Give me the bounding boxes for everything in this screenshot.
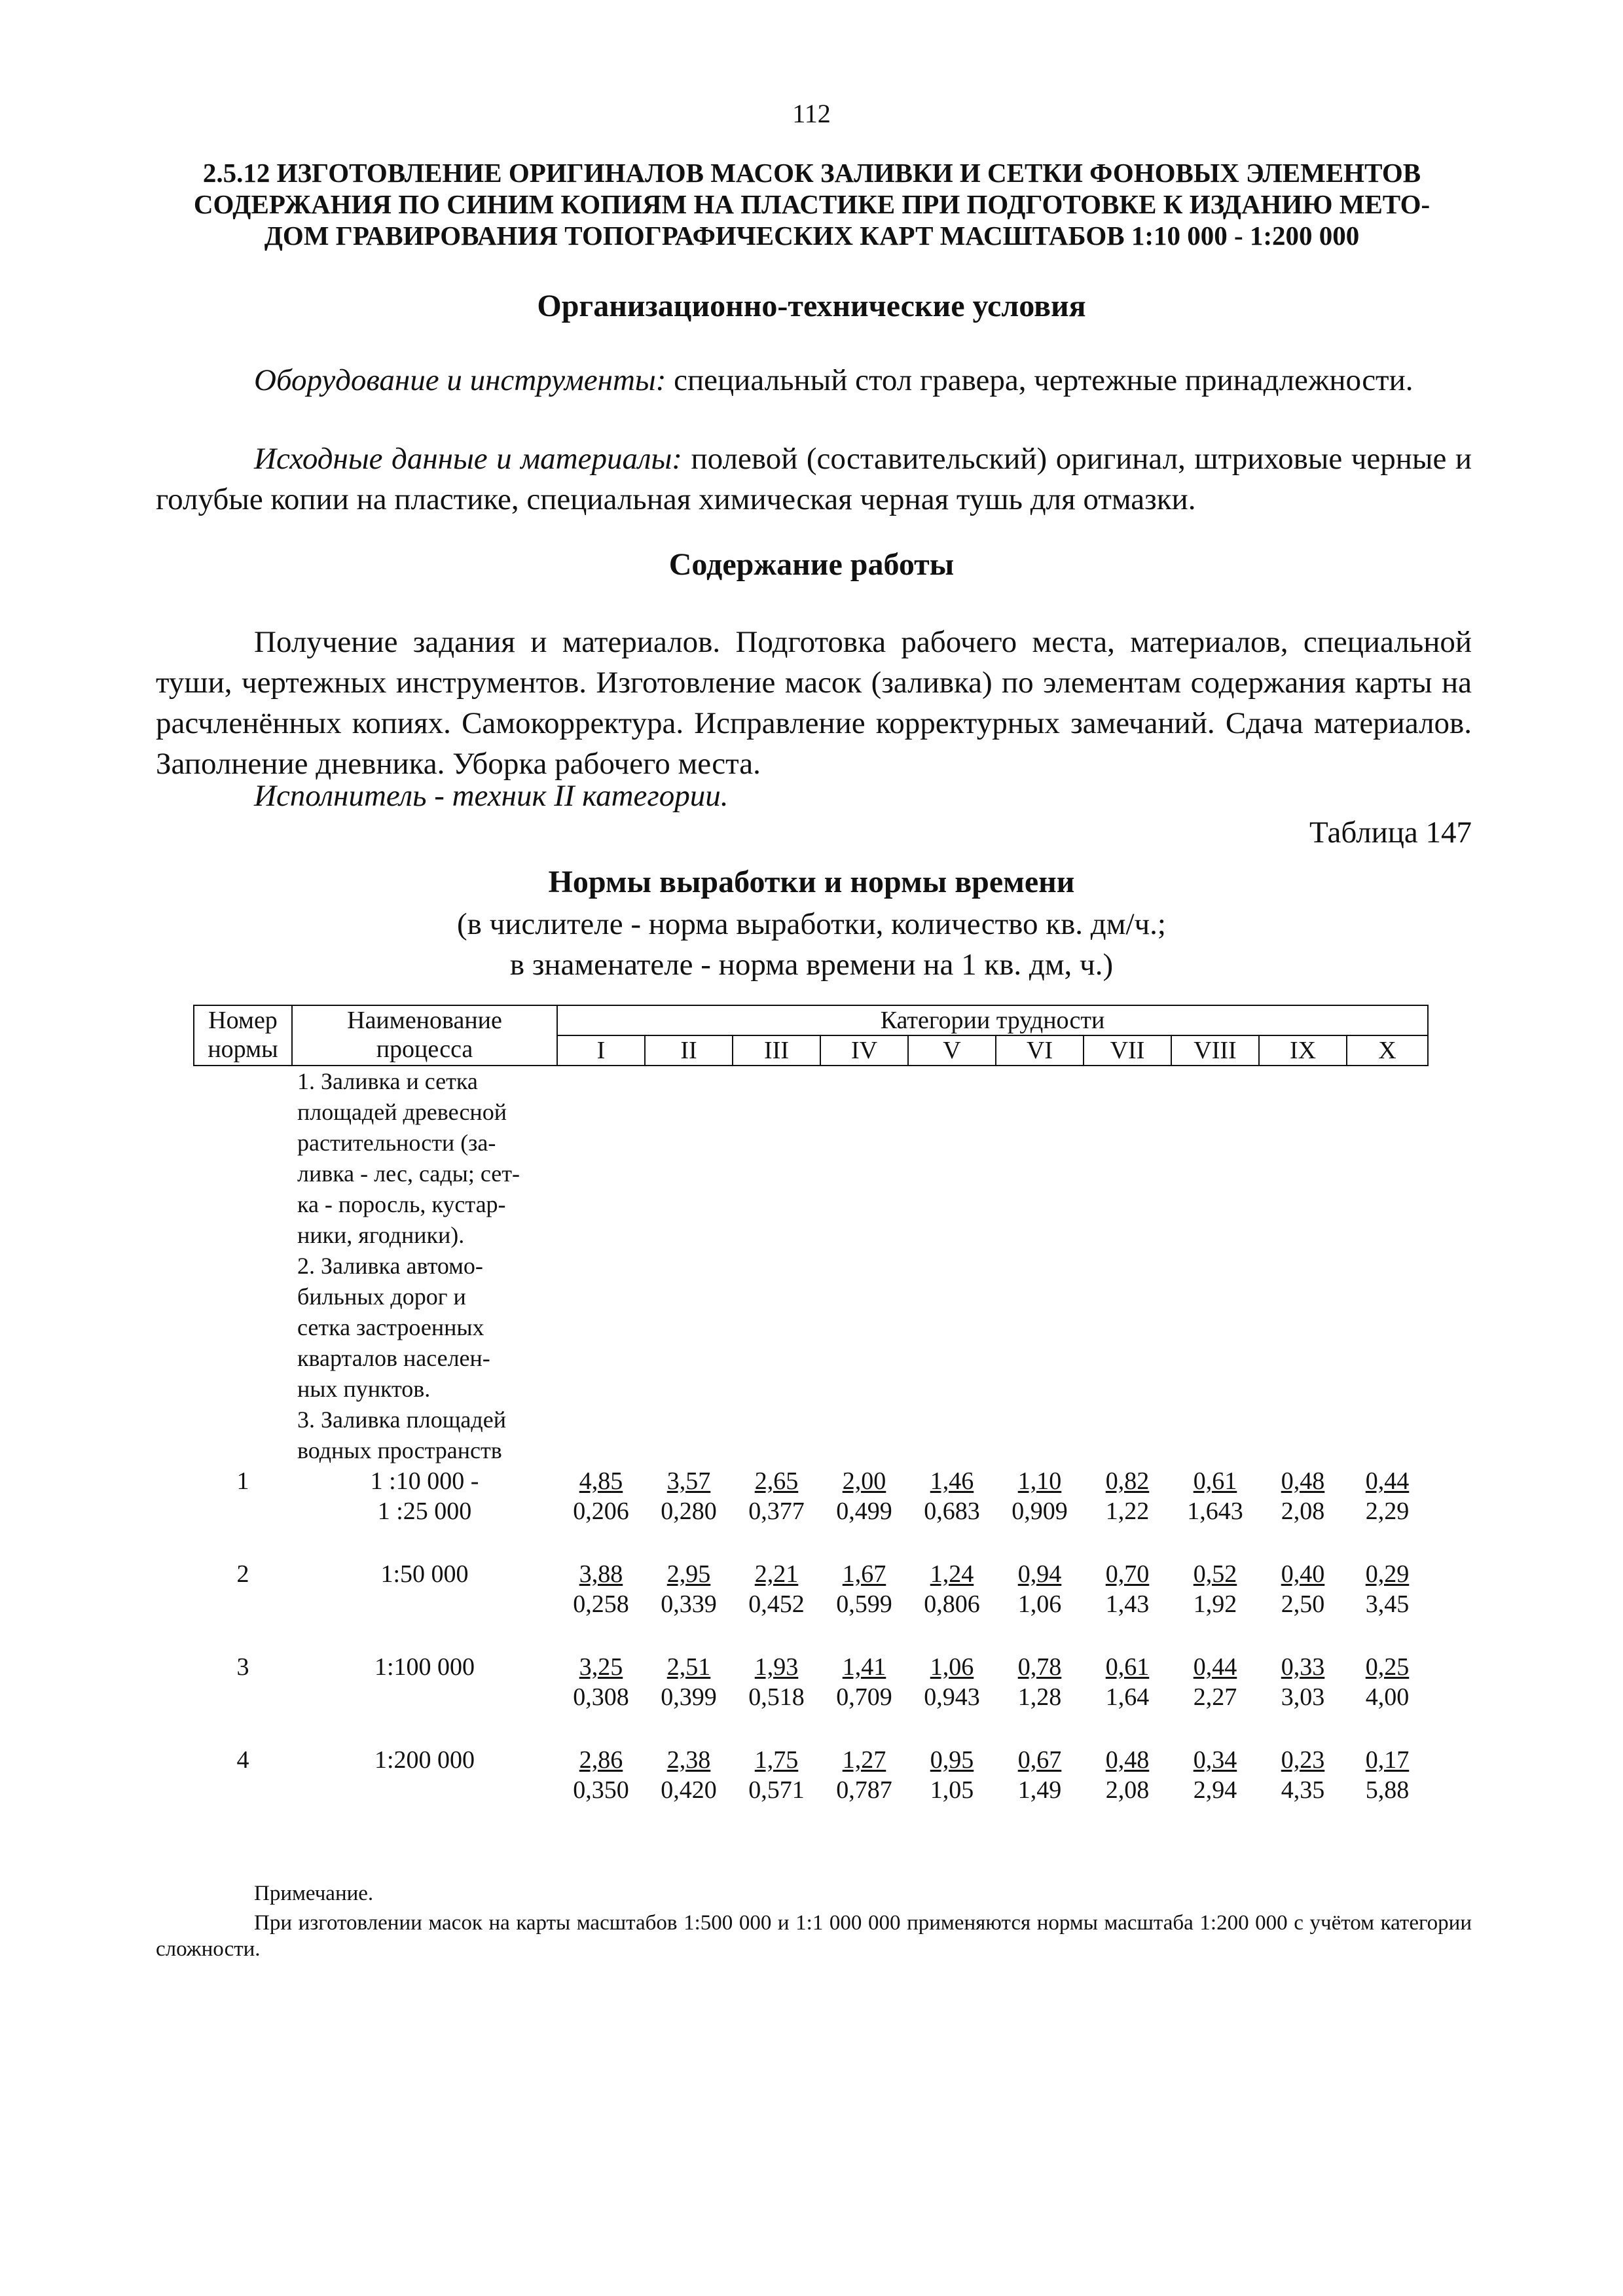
process-description-line: 2. Заливка автомо- — [297, 1253, 483, 1279]
time-norm: 0,571 — [748, 1776, 805, 1804]
norm-number: 3 — [236, 1653, 249, 1681]
note-text — [156, 1910, 1472, 1962]
norm-value-cell — [1259, 1712, 1347, 1805]
norm-value-cell — [1171, 1619, 1259, 1712]
process-description-line: бильных дорог и — [297, 1283, 466, 1310]
process-description-line: водных пространств — [297, 1437, 502, 1463]
norm-value-cell — [1084, 1712, 1171, 1805]
output-norm: 0,82 — [1105, 1467, 1150, 1495]
time-norm: 1,92 — [1193, 1590, 1237, 1618]
process-description-line: растительности (за- — [297, 1130, 496, 1156]
process-description-line: кварталов населен- — [297, 1345, 490, 1371]
process-scale-line: 1 :25 000 — [377, 1498, 472, 1525]
time-norm: 2,08 — [1281, 1498, 1325, 1525]
norm-value-cell — [645, 1619, 733, 1712]
norm-value-cell — [1084, 1466, 1171, 1526]
norm-fraction — [1194, 1745, 1237, 1805]
time-norm: 1,643 — [1187, 1498, 1243, 1525]
time-norm: 2,50 — [1281, 1590, 1325, 1618]
work-content-paragraph — [156, 622, 1472, 784]
process-description-line: сетка застроенных — [297, 1314, 484, 1340]
time-norm: 1,28 — [1017, 1683, 1062, 1711]
page-number: 112 — [792, 99, 831, 128]
time-norm: 0,709 — [836, 1683, 892, 1711]
norm-fraction — [1018, 1652, 1062, 1712]
output-norm: 0,44 — [1365, 1467, 1410, 1495]
process-description — [292, 1066, 557, 1466]
norm-value-cell — [1259, 1619, 1347, 1712]
norm-fraction — [1281, 1466, 1325, 1526]
time-norm: 0,420 — [661, 1776, 717, 1804]
col-process-label: процесса — [376, 1035, 473, 1063]
process-description-line: 1. Заливка и сетка — [297, 1068, 478, 1094]
norm-number: 1 — [236, 1467, 249, 1495]
norms-table — [193, 1005, 1429, 1805]
norm-fraction — [924, 1559, 980, 1619]
section-title — [151, 157, 1473, 251]
norm-fraction — [836, 1652, 892, 1712]
work-content-heading: Содержание работы — [668, 547, 955, 582]
note-body: При изготовлении масок на карты масштабов 1:500 000 и 1:1 000 000 применяются нормы масштаба 1:200 000 с учётом категории сложности. — [156, 1911, 1472, 1961]
table-subtitle: (в числителе - норма выработки, количество кв. дм/ч.; — [457, 907, 1166, 941]
col-categories-header: Категории трудности — [557, 1005, 1428, 1035]
time-norm: 0,377 — [748, 1498, 805, 1525]
output-norm: 0,95 — [930, 1746, 974, 1774]
norm-value-cell — [1084, 1619, 1171, 1712]
norm-fraction — [573, 1466, 629, 1526]
norm-fraction — [573, 1559, 629, 1619]
output-norm: 2,51 — [666, 1653, 711, 1681]
time-norm: 0,943 — [924, 1683, 980, 1711]
norm-value-cell — [820, 1466, 908, 1526]
norm-value-cell — [1347, 1466, 1428, 1526]
category-header: IX — [1259, 1035, 1347, 1066]
output-norm: 0,44 — [1193, 1653, 1237, 1681]
work-content-text: Получение задания и материалов. Подготовка рабочего места, материалов, специальной туши, чертежных инструментов. Изготовление масок (заливка) по элементам содержания карты на расчленённых копиях. Самокорректура. Исправление корректурных замечаний. Сдача материалов. Заполнение дневника. Уборка рабочего места. — [156, 625, 1472, 781]
output-norm: 0,61 — [1193, 1467, 1237, 1495]
norm-fraction — [748, 1559, 805, 1619]
norm-value-cell — [908, 1466, 996, 1526]
input-data-text: полевой (составительский) оригинал, штриховые черные и голубые копии на пластике, специальная химическая черная тушь для отмазки. — [156, 442, 1472, 516]
section-title-line: ДОМ ГРАВИРОВАНИЯ ТОПОГРАФИЧЕСКИХ КАРТ МАСШТАБОВ 1:10 000 - 1:200 000 — [264, 221, 1360, 251]
output-norm: 0,34 — [1193, 1746, 1237, 1774]
time-norm: 1,05 — [930, 1776, 974, 1804]
norm-fraction — [1281, 1745, 1325, 1805]
norm-value-cell — [1171, 1466, 1259, 1526]
norm-value-cell — [908, 1619, 996, 1712]
norm-number: 2 — [236, 1560, 249, 1588]
norm-value-cell — [645, 1526, 733, 1619]
section-title-line: СОДЕРЖАНИЯ ПО СИНИМ КОПИЯМ НА ПЛАСТИКЕ ПРИ ПОДГОТОВКЕ К ИЗДАНИЮ МЕТО- — [193, 189, 1431, 219]
performer-paragraph — [156, 776, 1472, 816]
norm-value-cell — [645, 1466, 733, 1526]
norm-value-cell — [557, 1619, 645, 1712]
output-norm: 2,86 — [579, 1746, 623, 1774]
output-norm: 1,93 — [754, 1653, 799, 1681]
time-norm: 0,399 — [661, 1683, 717, 1711]
output-norm: 0,25 — [1365, 1653, 1410, 1681]
norm-value-cell — [1347, 1619, 1428, 1712]
output-norm: 0,61 — [1105, 1653, 1150, 1681]
norm-value-cell — [996, 1466, 1084, 1526]
norm-fraction — [1366, 1745, 1410, 1805]
norm-value-cell — [557, 1712, 645, 1805]
time-norm: 0,806 — [924, 1590, 980, 1618]
norm-value-cell — [820, 1526, 908, 1619]
norm-fraction — [661, 1745, 717, 1805]
process-description-line: ных пунктов. — [297, 1376, 431, 1402]
output-norm: 2,65 — [754, 1467, 799, 1495]
norm-fraction — [836, 1559, 892, 1619]
output-norm: 1,10 — [1017, 1467, 1062, 1495]
category-header: IV — [820, 1035, 908, 1066]
norm-fraction — [924, 1652, 980, 1712]
norm-fraction — [748, 1745, 805, 1805]
performer-text: Исполнитель - техник II категории. — [254, 779, 729, 813]
time-norm: 0,452 — [748, 1590, 805, 1618]
category-header: V — [908, 1035, 996, 1066]
norm-fraction — [1194, 1652, 1237, 1712]
norm-fraction — [1187, 1466, 1243, 1526]
process-scale-line: 1:50 000 — [380, 1560, 469, 1588]
table-subtitle: в знаменателе - норма времени на 1 кв. дм, ч.) — [509, 948, 1114, 982]
time-norm: 1,43 — [1105, 1590, 1150, 1618]
output-norm: 3,57 — [666, 1467, 711, 1495]
output-norm: 0,94 — [1017, 1560, 1062, 1588]
time-norm: 1,49 — [1017, 1776, 1062, 1804]
norm-fraction — [1106, 1745, 1150, 1805]
norm-fraction — [1194, 1559, 1237, 1619]
section-title-line: 2.5.12 ИЗГОТОВЛЕНИЕ ОРИГИНАЛОВ МАСОК ЗАЛИВКИ И СЕТКИ ФОНОВЫХ ЭЛЕМЕНТОВ — [202, 158, 1421, 188]
norm-fraction — [573, 1745, 629, 1805]
time-norm: 0,909 — [1012, 1498, 1068, 1525]
norm-fraction — [1366, 1652, 1410, 1712]
output-norm: 1,75 — [754, 1746, 799, 1774]
norm-number: 4 — [236, 1746, 249, 1774]
table-label: Таблица 147 — [1309, 816, 1472, 850]
time-norm: 1,22 — [1105, 1498, 1150, 1525]
time-norm: 0,499 — [836, 1498, 892, 1525]
category-header: I — [557, 1035, 645, 1066]
output-norm: 2,38 — [666, 1746, 711, 1774]
output-norm: 0,78 — [1017, 1653, 1062, 1681]
time-norm: 0,787 — [836, 1776, 892, 1804]
table-title: Нормы выработки и нормы времени — [548, 865, 1075, 899]
output-norm: 0,48 — [1105, 1746, 1150, 1774]
time-norm: 3,03 — [1281, 1683, 1325, 1711]
norm-fraction — [1366, 1466, 1410, 1526]
norm-fraction — [1106, 1559, 1150, 1619]
equipment-label: Оборудование и инструменты: — [254, 363, 666, 397]
norm-value-cell — [557, 1466, 645, 1526]
process-description-line: ники, ягодники). — [297, 1222, 465, 1248]
note-title: Примечание. — [254, 1882, 374, 1905]
time-norm: 2,94 — [1193, 1776, 1237, 1804]
norm-value-cell — [733, 1466, 820, 1526]
time-norm: 0,280 — [661, 1498, 717, 1525]
norm-value-cell — [908, 1526, 996, 1619]
output-norm: 0,67 — [1017, 1746, 1062, 1774]
output-norm: 2,95 — [666, 1560, 711, 1588]
table-row — [194, 1466, 1428, 1526]
norm-fraction — [1281, 1652, 1325, 1712]
process-description-line: ливка - лес, сады; сет- — [297, 1160, 520, 1187]
norm-fraction — [924, 1466, 980, 1526]
input-data-label: Исходные данные и материалы: — [254, 442, 682, 476]
norm-fraction — [1281, 1559, 1325, 1619]
time-norm: 0,206 — [573, 1498, 629, 1525]
process-description-line: ка - поросль, кустар- — [297, 1191, 506, 1217]
time-norm: 1,06 — [1017, 1590, 1062, 1618]
norm-value-cell — [733, 1526, 820, 1619]
process-scale-line: 1 :10 000 - — [370, 1467, 479, 1495]
norm-value-cell — [908, 1712, 996, 1805]
category-header: III — [733, 1035, 820, 1066]
process-scale — [292, 1526, 557, 1619]
output-norm: 0,29 — [1365, 1560, 1410, 1588]
time-norm: 0,683 — [924, 1498, 980, 1525]
process-scale-line: 1:100 000 — [374, 1653, 475, 1681]
output-norm: 2,00 — [842, 1467, 886, 1495]
process-scale — [292, 1466, 557, 1526]
process-scale — [292, 1712, 557, 1805]
process-description-line: площадей древесной — [297, 1099, 507, 1125]
output-norm: 0,17 — [1365, 1746, 1410, 1774]
norm-value-cell — [996, 1712, 1084, 1805]
process-description-row — [194, 1066, 1428, 1466]
norm-fraction — [748, 1466, 805, 1526]
category-header: VI — [996, 1035, 1084, 1066]
time-norm: 0,339 — [661, 1590, 717, 1618]
table-row — [194, 1712, 1428, 1805]
norm-fraction — [1018, 1559, 1062, 1619]
output-norm: 0,40 — [1281, 1560, 1325, 1588]
table-row — [194, 1619, 1428, 1712]
time-norm: 5,88 — [1365, 1776, 1410, 1804]
output-norm: 0,33 — [1281, 1653, 1325, 1681]
time-norm: 0,308 — [573, 1683, 629, 1711]
output-norm: 1,27 — [842, 1746, 886, 1774]
norm-fraction — [836, 1745, 892, 1805]
norm-fraction — [661, 1652, 717, 1712]
norm-value-cell — [1347, 1526, 1428, 1619]
col-number-label: нормы — [208, 1035, 278, 1063]
time-norm: 3,45 — [1365, 1590, 1410, 1618]
norm-value-cell — [645, 1712, 733, 1805]
equipment-paragraph — [156, 360, 1472, 401]
category-header: X — [1347, 1035, 1428, 1066]
time-norm: 4,35 — [1281, 1776, 1325, 1804]
col-number-header — [194, 1005, 292, 1066]
output-norm: 1,41 — [842, 1653, 886, 1681]
norm-value-cell — [733, 1619, 820, 1712]
norm-value-cell — [1347, 1712, 1428, 1805]
col-process-header — [292, 1005, 557, 1066]
output-norm: 1,06 — [930, 1653, 974, 1681]
category-header: VII — [1084, 1035, 1171, 1066]
norm-fraction — [573, 1652, 629, 1712]
process-scale-line: 1:200 000 — [374, 1746, 475, 1774]
norm-fraction — [1012, 1466, 1068, 1526]
time-norm: 0,350 — [573, 1776, 629, 1804]
norm-fraction — [1106, 1652, 1150, 1712]
time-norm: 0,258 — [573, 1590, 629, 1618]
output-norm: 1,46 — [930, 1467, 974, 1495]
norm-value-cell — [733, 1712, 820, 1805]
output-norm: 3,25 — [579, 1653, 623, 1681]
col-number-label: Номер — [208, 1007, 278, 1034]
norm-value-cell — [1171, 1712, 1259, 1805]
time-norm: 2,29 — [1365, 1498, 1410, 1525]
time-norm: 1,64 — [1105, 1683, 1150, 1711]
norm-value-cell — [820, 1619, 908, 1712]
output-norm: 0,52 — [1193, 1560, 1237, 1588]
norm-value-cell — [996, 1619, 1084, 1712]
norm-value-cell — [557, 1526, 645, 1619]
output-norm: 1,67 — [842, 1560, 886, 1588]
norm-value-cell — [1084, 1526, 1171, 1619]
category-header: II — [645, 1035, 733, 1066]
time-norm: 4,00 — [1365, 1683, 1410, 1711]
table-row — [194, 1526, 1428, 1619]
time-norm: 0,518 — [748, 1683, 805, 1711]
process-description-line: 3. Заливка площадей — [297, 1407, 506, 1433]
col-process-label: Наименование — [347, 1007, 502, 1034]
norm-value-cell — [1259, 1526, 1347, 1619]
output-norm: 4,85 — [579, 1467, 623, 1495]
output-norm: 1,24 — [930, 1560, 974, 1588]
norm-value-cell — [1171, 1526, 1259, 1619]
time-norm: 0,599 — [836, 1590, 892, 1618]
category-header: VIII — [1171, 1035, 1259, 1066]
norm-fraction — [1018, 1745, 1062, 1805]
input-data-paragraph — [156, 439, 1472, 520]
output-norm: 2,21 — [754, 1560, 799, 1588]
norm-fraction — [661, 1559, 717, 1619]
norm-fraction — [836, 1466, 892, 1526]
norm-fraction — [1366, 1559, 1410, 1619]
org-conditions-heading: Организационно-технические условия — [537, 289, 1086, 323]
table-header-row — [194, 1005, 1428, 1035]
norm-fraction — [661, 1466, 717, 1526]
output-norm: 0,48 — [1281, 1467, 1325, 1495]
time-norm: 2,08 — [1105, 1776, 1150, 1804]
time-norm: 2,27 — [1193, 1683, 1237, 1711]
norm-value-cell — [996, 1526, 1084, 1619]
norm-value-cell — [1259, 1466, 1347, 1526]
equipment-text: специальный стол гравера, чертежные принадлежности. — [666, 363, 1413, 397]
norm-fraction — [930, 1745, 974, 1805]
output-norm: 0,23 — [1281, 1746, 1325, 1774]
norm-value-cell — [820, 1712, 908, 1805]
output-norm: 0,70 — [1105, 1560, 1150, 1588]
process-scale — [292, 1619, 557, 1712]
norm-fraction — [1106, 1466, 1150, 1526]
output-norm: 3,88 — [579, 1560, 623, 1588]
norm-fraction — [748, 1652, 805, 1712]
